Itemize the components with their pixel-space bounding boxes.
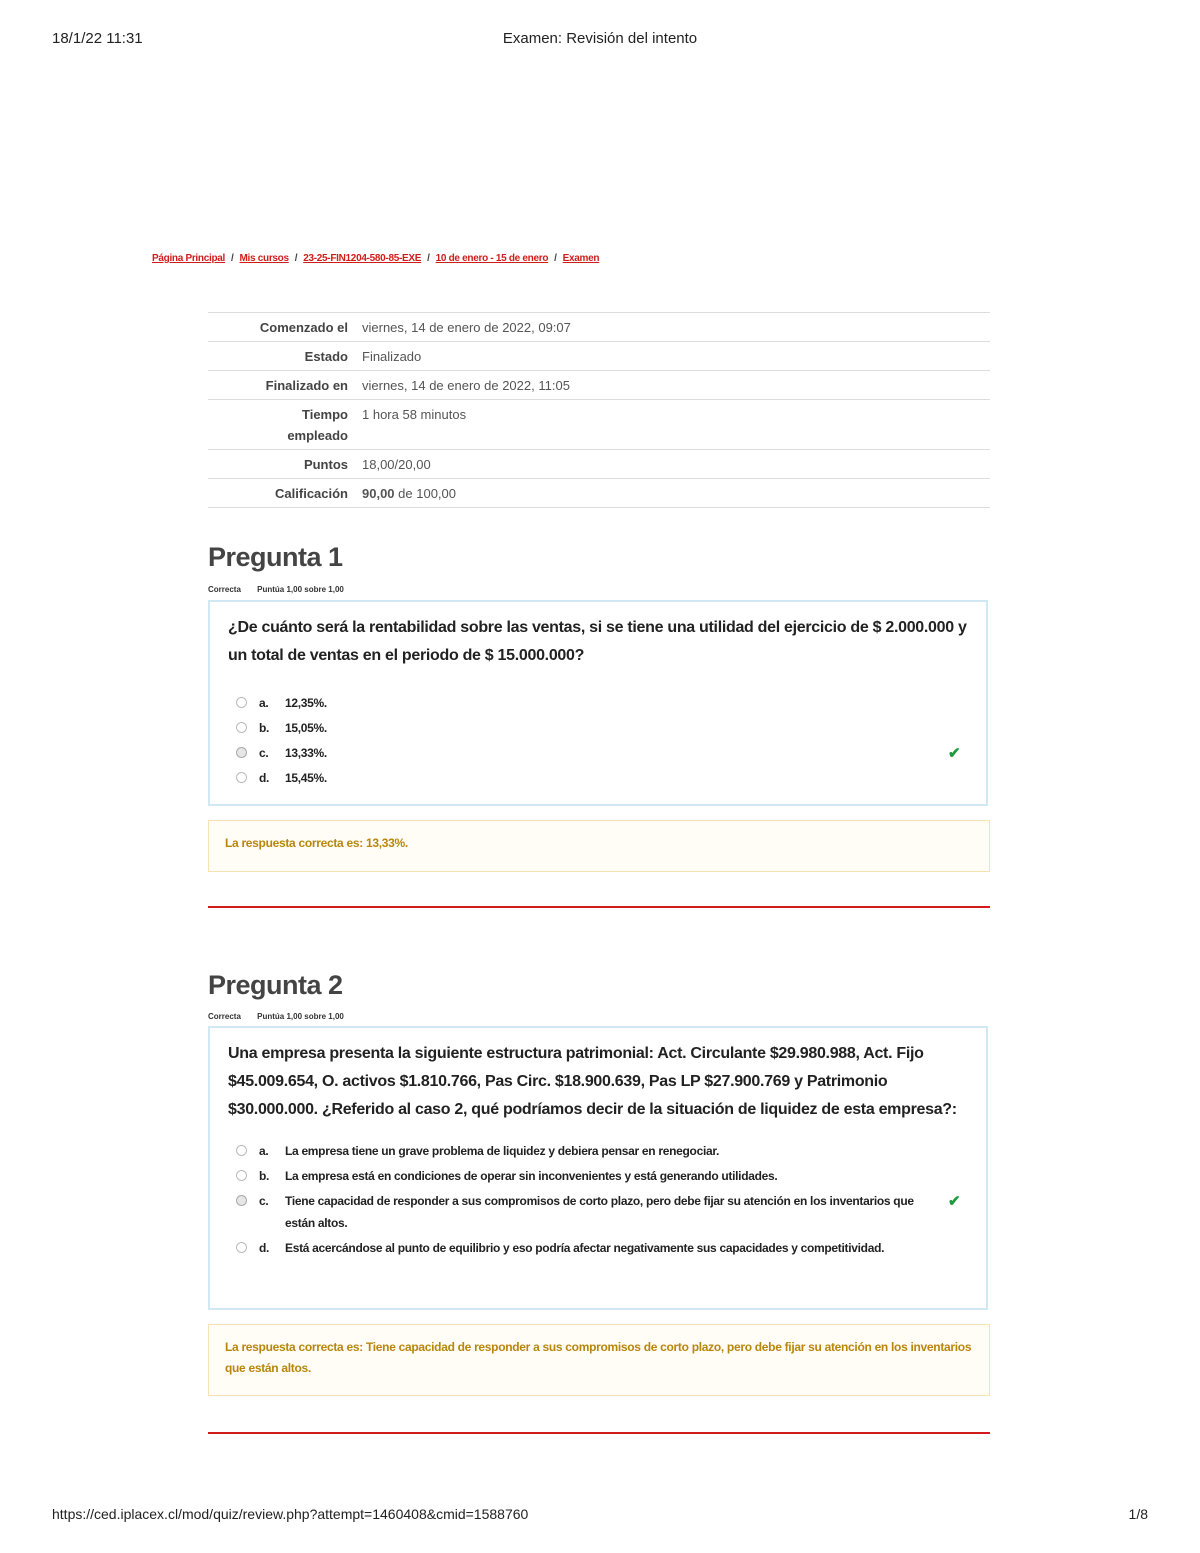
question-box [208, 600, 988, 806]
summary-value: 18,00/20,00 [362, 457, 431, 472]
radio-button[interactable] [236, 772, 247, 783]
summary-row-finished [208, 371, 990, 400]
question-status: Correcta [208, 1012, 241, 1021]
breadcrumb-my-courses[interactable]: Mis cursos [239, 253, 289, 264]
radio-button-selected[interactable] [236, 747, 247, 758]
radio-button-selected[interactable] [236, 1195, 247, 1206]
answer-option[interactable] [236, 1237, 986, 1259]
breadcrumb-exam[interactable]: Examen [562, 253, 600, 264]
answer-text: Tiene capacidad de responder a sus compromisos de corto plazo, pero debe fijar su atención en los inventarios que están altos. [285, 1194, 914, 1230]
answer-text: 13,33%. [285, 746, 327, 760]
breadcrumb-course[interactable]: 23-25-FIN1204-580-85-EXE [303, 253, 422, 264]
question-text: Una empresa presenta la siguiente estructura patrimonial: Act. Circulante $29.980.988, Act. Fijo $45.009.654, O. activos $1.810.766, Pas Circ. $18.900.639, Pas LP $27.900.769 y Patrimonio $30.000.000. ¿Referido al caso 2, qué podríamos decir de la situación de liquidez de esta empresa?: [228, 1045, 957, 1118]
summary-label: Finalizado en [265, 378, 348, 393]
correct-answer-feedback: La respuesta correcta es: 13,33%. [208, 820, 990, 872]
question-title: Pregunta 1 [208, 542, 343, 572]
answer-text: 15,05%. [285, 721, 327, 735]
print-header [0, 30, 1200, 50]
summary-value: 90,00 de 100,00 [362, 486, 457, 501]
answer-letter: d. [259, 771, 270, 785]
answer-option[interactable] [236, 717, 986, 739]
radio-button[interactable] [236, 722, 247, 733]
summary-row-points [208, 450, 990, 479]
breadcrumb-week[interactable]: 10 de enero - 15 de enero [435, 253, 549, 264]
summary-row-started [208, 313, 990, 342]
print-title: Examen: Revisión del intento [502, 30, 698, 47]
answer-option-selected[interactable] [236, 742, 986, 764]
answer-option[interactable] [236, 692, 986, 714]
check-icon: ✔ [948, 1193, 961, 1210]
summary-row-grade [208, 479, 990, 508]
answer-text: La empresa está en condiciones de operar sin inconvenientes y está generando utilidades. [285, 1169, 778, 1183]
question-status: Correcta [208, 585, 241, 594]
answer-letter: c. [259, 746, 269, 760]
answer-letter: b. [259, 721, 270, 735]
summary-label: Calificación [275, 486, 348, 501]
answer-option-selected[interactable] [236, 1190, 986, 1234]
question-meta [208, 1012, 358, 1021]
summary-value: Finalizado [362, 349, 422, 364]
radio-button[interactable] [236, 697, 247, 708]
summary-label: Estado [304, 349, 348, 364]
answer-letter: a. [259, 696, 269, 710]
print-url: https://ced.iplacex.cl/mod/quiz/review.php?attempt=1460408&cmid=1588760 [52, 1506, 529, 1522]
summary-row-time [208, 400, 990, 450]
answer-letter: c. [259, 1194, 269, 1208]
summary-label: Comenzado el [259, 320, 348, 335]
question-text: ¿De cuánto será la rentabilidad sobre las ventas, si se tiene una utilidad del ejercicio de $ 2.000.000 y un total de ventas en el periodo de $ 15.000.000? [228, 619, 967, 664]
check-icon: ✔ [948, 745, 961, 762]
question-divider [208, 906, 990, 908]
radio-button[interactable] [236, 1145, 247, 1156]
question-title: Pregunta 2 [208, 970, 343, 1000]
answer-text: 12,35%. [285, 696, 327, 710]
print-footer [0, 1506, 1200, 1526]
question-meta [208, 585, 358, 594]
radio-button[interactable] [236, 1170, 247, 1181]
breadcrumb: Página Principal / Mis cursos / 23-25-FIN1204-580-85-EXE / 10 de enero - 15 de enero / Examen [152, 253, 600, 264]
answer-text: 15,45%. [285, 771, 327, 785]
answer-letter: b. [259, 1169, 270, 1183]
summary-label: Tiempo empleado [287, 407, 348, 443]
question-score: Puntúa 1,00 sobre 1,00 [257, 585, 344, 594]
question-divider [208, 1432, 990, 1434]
answer-text: La empresa tiene un grave problema de liquidez y debiera pensar en renegociar. [285, 1144, 720, 1158]
print-page-number: 1/8 [1128, 1506, 1148, 1522]
answer-option[interactable] [236, 1165, 986, 1187]
print-date: 18/1/22 11:31 [52, 30, 143, 47]
answer-option[interactable] [236, 767, 986, 789]
answer-letter: d. [259, 1241, 270, 1255]
answer-list [236, 692, 986, 789]
question-box [208, 1026, 988, 1310]
correct-answer-feedback: La respuesta correcta es: Tiene capacidad de responder a sus compromisos de corto plazo, pero debe fijar su atención en los inventarios que están altos. [208, 1324, 990, 1396]
summary-value: viernes, 14 de enero de 2022, 11:05 [362, 378, 570, 393]
radio-button[interactable] [236, 1242, 247, 1253]
summary-row-state [208, 342, 990, 371]
attempt-summary-table [208, 312, 990, 508]
summary-value: viernes, 14 de enero de 2022, 09:07 [362, 320, 571, 335]
answer-option[interactable] [236, 1140, 986, 1162]
summary-value: 1 hora 58 minutos [362, 407, 467, 422]
question-score: Puntúa 1,00 sobre 1,00 [257, 1012, 344, 1021]
answer-list [236, 1140, 986, 1259]
summary-label: Puntos [303, 457, 348, 472]
breadcrumb-home[interactable]: Página Principal [152, 253, 226, 264]
answer-text: Está acercándose al punto de equilibrio y eso podría afectar negativamente sus capacidades y competitividad. [285, 1241, 885, 1255]
answer-letter: a. [259, 1144, 269, 1158]
